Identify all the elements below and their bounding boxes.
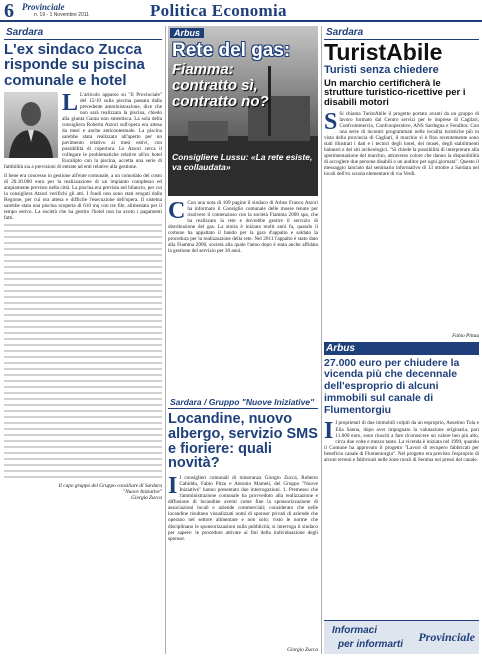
article-headline: L'ex sindaco Zucca risponde su piscina comunale e hotel bbox=[4, 41, 145, 89]
article-lead: L L'articolo apparso su "Il Provinciale" del 15/10 sulla piscina passata dalla precedente amministrazione, dice che non sarà realizzata la piscina, chiedo alla giunta Garau non smentisca. La sola della consigliera Roberta Atzori sull'opera era attesa da mesi e anche anticontestuale. La piscina sarebbe stata realizzata all'aperto per un pavimento relativo ai mesi estivi, con possibilità di copertura. Le Atzori cerca il collegare le problematiche relative all'ex hotel Eucalipto con la piscina, accetta una serie di fattibilità sia a previsioni di entrate ad enti relative alla gestione. bbox=[4, 89, 162, 171]
middle-articles bbox=[168, 26, 318, 654]
column-divider bbox=[321, 26, 322, 654]
article-headline-2: Locandine, nuovo albergo, servizio SMS e fioriere: quali novità? bbox=[168, 411, 318, 472]
promo-line-2: per informarti bbox=[338, 639, 404, 650]
page-header bbox=[0, 0, 482, 22]
article-tag: Sardara bbox=[4, 26, 162, 40]
person-silhouette-icon bbox=[4, 92, 58, 158]
signature: Giorgio Zucca bbox=[287, 647, 318, 654]
dropcap: L bbox=[62, 89, 79, 116]
article-deck: Un marchio certificherà le strutture turistico-ricettive per i disabili motori bbox=[324, 77, 466, 109]
article-subhead: Turisti senza chiedere bbox=[324, 64, 439, 77]
article-tag-2: Arbus bbox=[324, 342, 479, 355]
page-number: 6 bbox=[4, 0, 14, 22]
article-body: C Con una nota di 109 pagine il sindaco di Arbus Franco Atzori ha informato il Consiglio comunale delle mosse tenute per risolvere il contenzioso con la società Fiamma 2000 spa, che ha realizzato la rete e dovrebbe gestire il servizio di distribuzione del gas. La storia è iniziata molti anni fa, quando il comune ha appaltato il bando per la gara d'appalto e saldato la procedura per la realizzazione della rete. Nel 2011 l'appalto è stato dato alla Fiamma 2000, società alla quale l'anno dopo è stata anche affidata la gestione del servizio per 30 anni. bbox=[168, 200, 318, 255]
dropcap: S bbox=[324, 110, 338, 135]
article-headline-2: 27.000 euro per chiudere la vicenda più che decennale dell'esproprio di alcuni immobili sul canale di Flumentorgiu bbox=[324, 356, 460, 416]
article-tag-2: Sardara / Gruppo "Nuove Iniziative" bbox=[168, 396, 318, 409]
article-body-continued bbox=[4, 223, 162, 481]
article-tag: Sardara bbox=[324, 26, 479, 40]
portrait-photo bbox=[4, 92, 58, 158]
article-body-2: I I proprietari di due immobili colpiti da un esproprio, Anselmo Tola e Elia Sanna, dopo aver impugnato la valutazione originaria, pari 11.000 euro, sono riusciti a fare riconoscere un valore ben più alto, circa due volte e mezzo tanto. La vicenda è iniziata nel 1999, quando il Comune ha approvato il progetto "Lavori di recupero fabbricati per beneficio canale di Flumentorgiu". Nel progetto era previsto l'esproprio di alcuni terreni e fabbricati nelle zone rurali di Sentina nei pressi del canale. bbox=[324, 420, 479, 463]
article-headline: Rete del gas: bbox=[172, 40, 291, 61]
issue-info: n. 19 - 1 Novembre 2011 bbox=[34, 12, 89, 18]
signature: Fabio Pittau bbox=[452, 332, 479, 339]
gas-pipeline-photo bbox=[168, 26, 318, 196]
left-article bbox=[4, 26, 162, 654]
article-tag: Arbus bbox=[170, 28, 204, 38]
article-body: Il bene era concesso in gestione all'ente comunale, a un comodato del costo di 20.10.000 euro per la realizzazione di un impianto complesso ed ampiamente previsto nella città. La piscina era prevista nel bilancio, per cui la consigliera Atzori verifichi gli atti. I fondi non sono stati erogati dalla Regione, per cui ora attesa e difficile l'esecuzione dell'opera. Il sistema sarebbe stata una piscina scoperta di 610 mq con tre file, alimentata per il tempo estivo. La società che ha gestito l'hotel non ha avuto i pagamenti fatti. bbox=[4, 172, 162, 221]
masthead-logo: Provinciale bbox=[22, 2, 65, 12]
footer-logo: Provinciale bbox=[418, 630, 475, 644]
article-headline: TuristAbile bbox=[324, 39, 443, 65]
footer-promo bbox=[324, 620, 479, 654]
promo-line-1: Informaci bbox=[332, 625, 378, 636]
article-body-2: I I consiglieri comunali di minoranza Giorgio Zucca, Roberto Cabiddu, Fabio Pitzu e Antonio Mameli, del Gruppo "Nuove Iniziative" hanno presentato due interrogazioni. 1. Premesso che l'amministrazione comunale ha provveduto alla realizzazione e diffusione di locandine aventi come fine la sponsorizzazione di associazioni locali e aziende commerciali; considerato che nelle locandine risultano visualizzati nomi di sponsor privati di aziende che operano nel settore alimentare e non solo; visto le norme che disciplinano le sponsorizzazioni sulla pubblicità; si interroga il sindaco per sapere: le procedure attivate ai fini della individuazione degli sponsor. bbox=[168, 475, 318, 542]
section-title: Politica Economia bbox=[150, 1, 287, 20]
dropcap: I bbox=[168, 475, 178, 500]
photo-caption: Consigliere Lussu: «La rete esiste, va collaudata» bbox=[172, 152, 313, 172]
article-body: S Si chiama TuristAbile il progetto portato avanti da un gruppo di lavoro formato dal Centro servizi per le imprese di Cagliari, Confcommercio, Confcooperative, ANS Sardegna e Fenditor. Con una serie di incontri programmati nelle località turistiche più in vista della provincia di Cagliari, il marchio si è fino recentemente sono stati illustrati i dati e i tecnici degli hotel, dei musei, degli stabilimenti balneari e dei siti archeologici. "Si chiede la possibilità di interpretare alla sperimentazione del marchio, attraverso colore che danno la disponibilità di accoglere due persone disabili o un auditor per ogni giornata". Questo il messaggio lanciato dal seminario informativo di 13 ottobre a Sardara nei locali dell'ex scuola elementare di via Verdi. bbox=[324, 110, 479, 178]
column-divider bbox=[165, 26, 166, 654]
right-articles bbox=[324, 26, 479, 654]
signature: Il capo gruppo del Gruppo consiliare di Sardara "Nuove Iniziative" Giorgio Zucca bbox=[58, 482, 162, 501]
dropcap: I bbox=[324, 420, 334, 445]
article-subhead: Fiamma: contratto sì, contratto no? bbox=[172, 61, 269, 110]
dropcap: C bbox=[168, 200, 186, 224]
